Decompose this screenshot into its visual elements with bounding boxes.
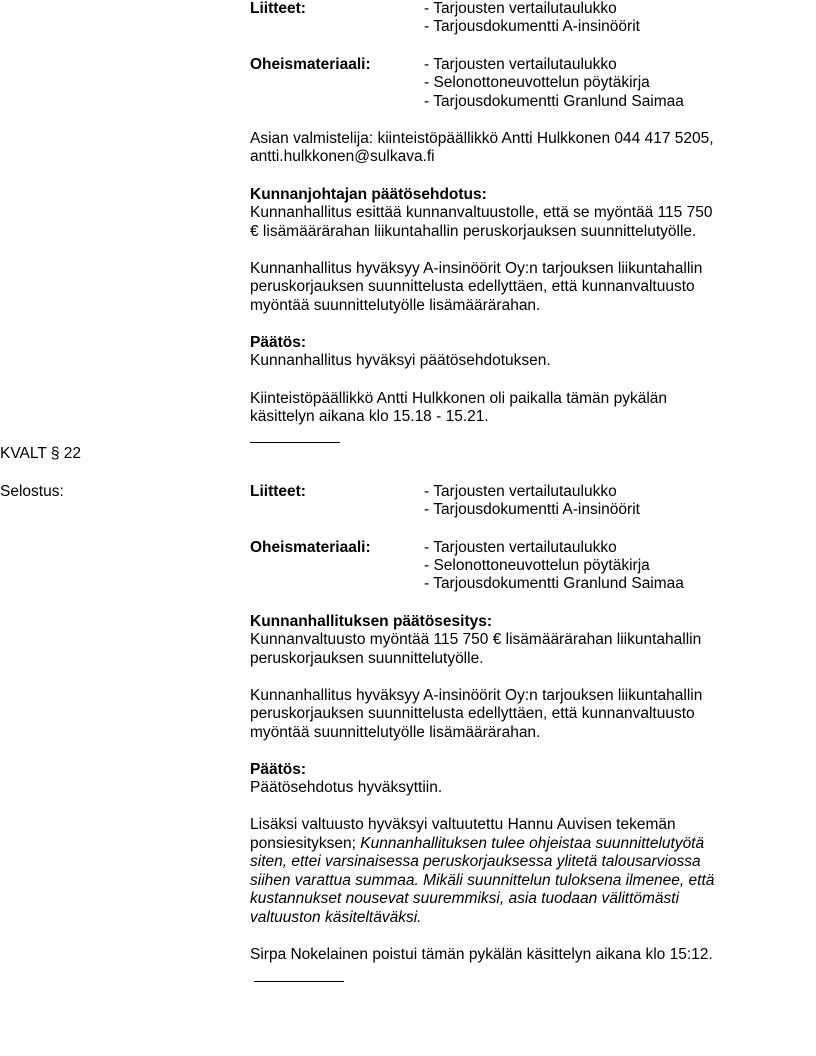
resolution-text: kustannukset nousevat suuremmiksi, asia tuodaan välittömästi bbox=[250, 890, 680, 907]
proposal-text: Kunnanhallitus hyväksyy A-insinöörit Oy:n tarjouksen liikuntahallin bbox=[250, 260, 703, 277]
liitteet-item: - Tarjousten vertailutaulukko bbox=[424, 483, 617, 500]
proposal-text: myöntää suunnittelutyölle lisämäärärahan. bbox=[250, 724, 541, 741]
liitteet-item: - Tarjousten vertailutaulukko bbox=[424, 0, 617, 17]
decision-heading: Päätös: bbox=[250, 334, 306, 351]
resolution-text: siihen varattua summaa. Mikäli suunnittelun tuloksena ilmenee, että bbox=[250, 872, 715, 889]
section-divider bbox=[254, 981, 344, 982]
resolution-text: valtuuston käsiteltäväksi. bbox=[250, 909, 422, 926]
liitteet-label: Liitteet: bbox=[250, 483, 306, 500]
section-reference: KVALT § 22 bbox=[0, 445, 81, 462]
preparer-email: antti.hulkkonen@sulkava.fi bbox=[250, 148, 435, 165]
proposal-text: Kunnanvaltuusto myöntää 115 750 € lisämäärärahan liikuntahallin bbox=[250, 631, 702, 648]
additional-text bbox=[250, 835, 704, 854]
oheismateriaali-label: Oheismateriaali: bbox=[250, 539, 371, 556]
decision-text: Päätösehdotus hyväksyttiin. bbox=[250, 779, 443, 796]
proposal-text: myöntää suunnittelutyölle lisämäärärahan. bbox=[250, 297, 541, 314]
section-divider bbox=[250, 442, 340, 443]
preparer-line: Asian valmistelija: kiinteistöpäällikkö Antti Hulkkonen 044 417 5205, bbox=[250, 130, 714, 147]
resolution-text-line bbox=[250, 890, 679, 909]
leave-note: Sirpa Nokelainen poistui tämän pykälän käsittelyn aikana klo 15:12. bbox=[250, 946, 713, 963]
additional-text: Lisäksi valtuusto hyväksyi valtuutettu Hannu Auvisen tekemän bbox=[250, 816, 676, 833]
liitteet-item: - Tarjousdokumentti A-insinöörit bbox=[424, 501, 640, 518]
selostus-label: Selostus: bbox=[0, 483, 64, 500]
proposal-text: € lisämäärärahan liikuntahallin peruskorjauksen suunnittelutyölle. bbox=[250, 223, 697, 240]
proposal-text: peruskorjauksen suunnittelusta edellyttäen, että kunnanvaltuusto bbox=[250, 705, 695, 722]
proposal-text: peruskorjauksen suunnittelutyölle. bbox=[250, 650, 484, 667]
oheismateriaali-item: - Tarjousten vertailutaulukko bbox=[424, 56, 617, 73]
note-text: Kiinteistöpäällikkö Antti Hulkkonen oli paikalla tämän pykälän bbox=[250, 390, 668, 407]
proposal-heading: Kunnanjohtajan päätösehdotus: bbox=[250, 186, 487, 203]
resolution-text-line bbox=[250, 909, 421, 928]
proposal-heading: Kunnanhallituksen päätösesitys: bbox=[250, 613, 493, 630]
proposal-text: peruskorjauksen suunnittelusta edellyttäen, että kunnanvaltuusto bbox=[250, 278, 695, 295]
decision-heading: Päätös: bbox=[250, 761, 306, 778]
proposal-text: Kunnanhallitus hyväksyy A-insinöörit Oy:n tarjouksen liikuntahallin bbox=[250, 687, 703, 704]
additional-text-plain: ponsiesityksen; bbox=[250, 835, 361, 852]
oheismateriaali-item: - Tarjousdokumentti Granlund Saimaa bbox=[424, 93, 684, 110]
liitteet-label: Liitteet: bbox=[250, 0, 306, 17]
oheismateriaali-item: - Tarjousdokumentti Granlund Saimaa bbox=[424, 575, 684, 592]
oheismateriaali-item: - Tarjousten vertailutaulukko bbox=[424, 539, 617, 556]
proposal-text: Kunnanhallitus esittää kunnanvaltuustolle, että se myöntää 115 750 bbox=[250, 204, 713, 221]
resolution-text: siten, ettei varsinaisessa peruskorjauksessa ylitetä talousarviossa bbox=[250, 853, 701, 870]
resolution-text: Kunnanhallituksen tulee ohjeistaa suunnittelutyötä bbox=[360, 835, 705, 852]
note-text: käsittelyn aikana klo 15.18 - 15.21. bbox=[250, 408, 489, 425]
oheismateriaali-label: Oheismateriaali: bbox=[250, 56, 371, 73]
decision-text: Kunnanhallitus hyväksyi päätösehdotuksen. bbox=[250, 352, 551, 369]
resolution-text-line bbox=[250, 872, 714, 891]
liitteet-item: - Tarjousdokumentti A-insinöörit bbox=[424, 18, 640, 35]
oheismateriaali-item: - Selonottoneuvottelun pöytäkirja bbox=[424, 74, 650, 91]
resolution-text-line bbox=[250, 853, 701, 872]
oheismateriaali-item: - Selonottoneuvottelun pöytäkirja bbox=[424, 557, 650, 574]
